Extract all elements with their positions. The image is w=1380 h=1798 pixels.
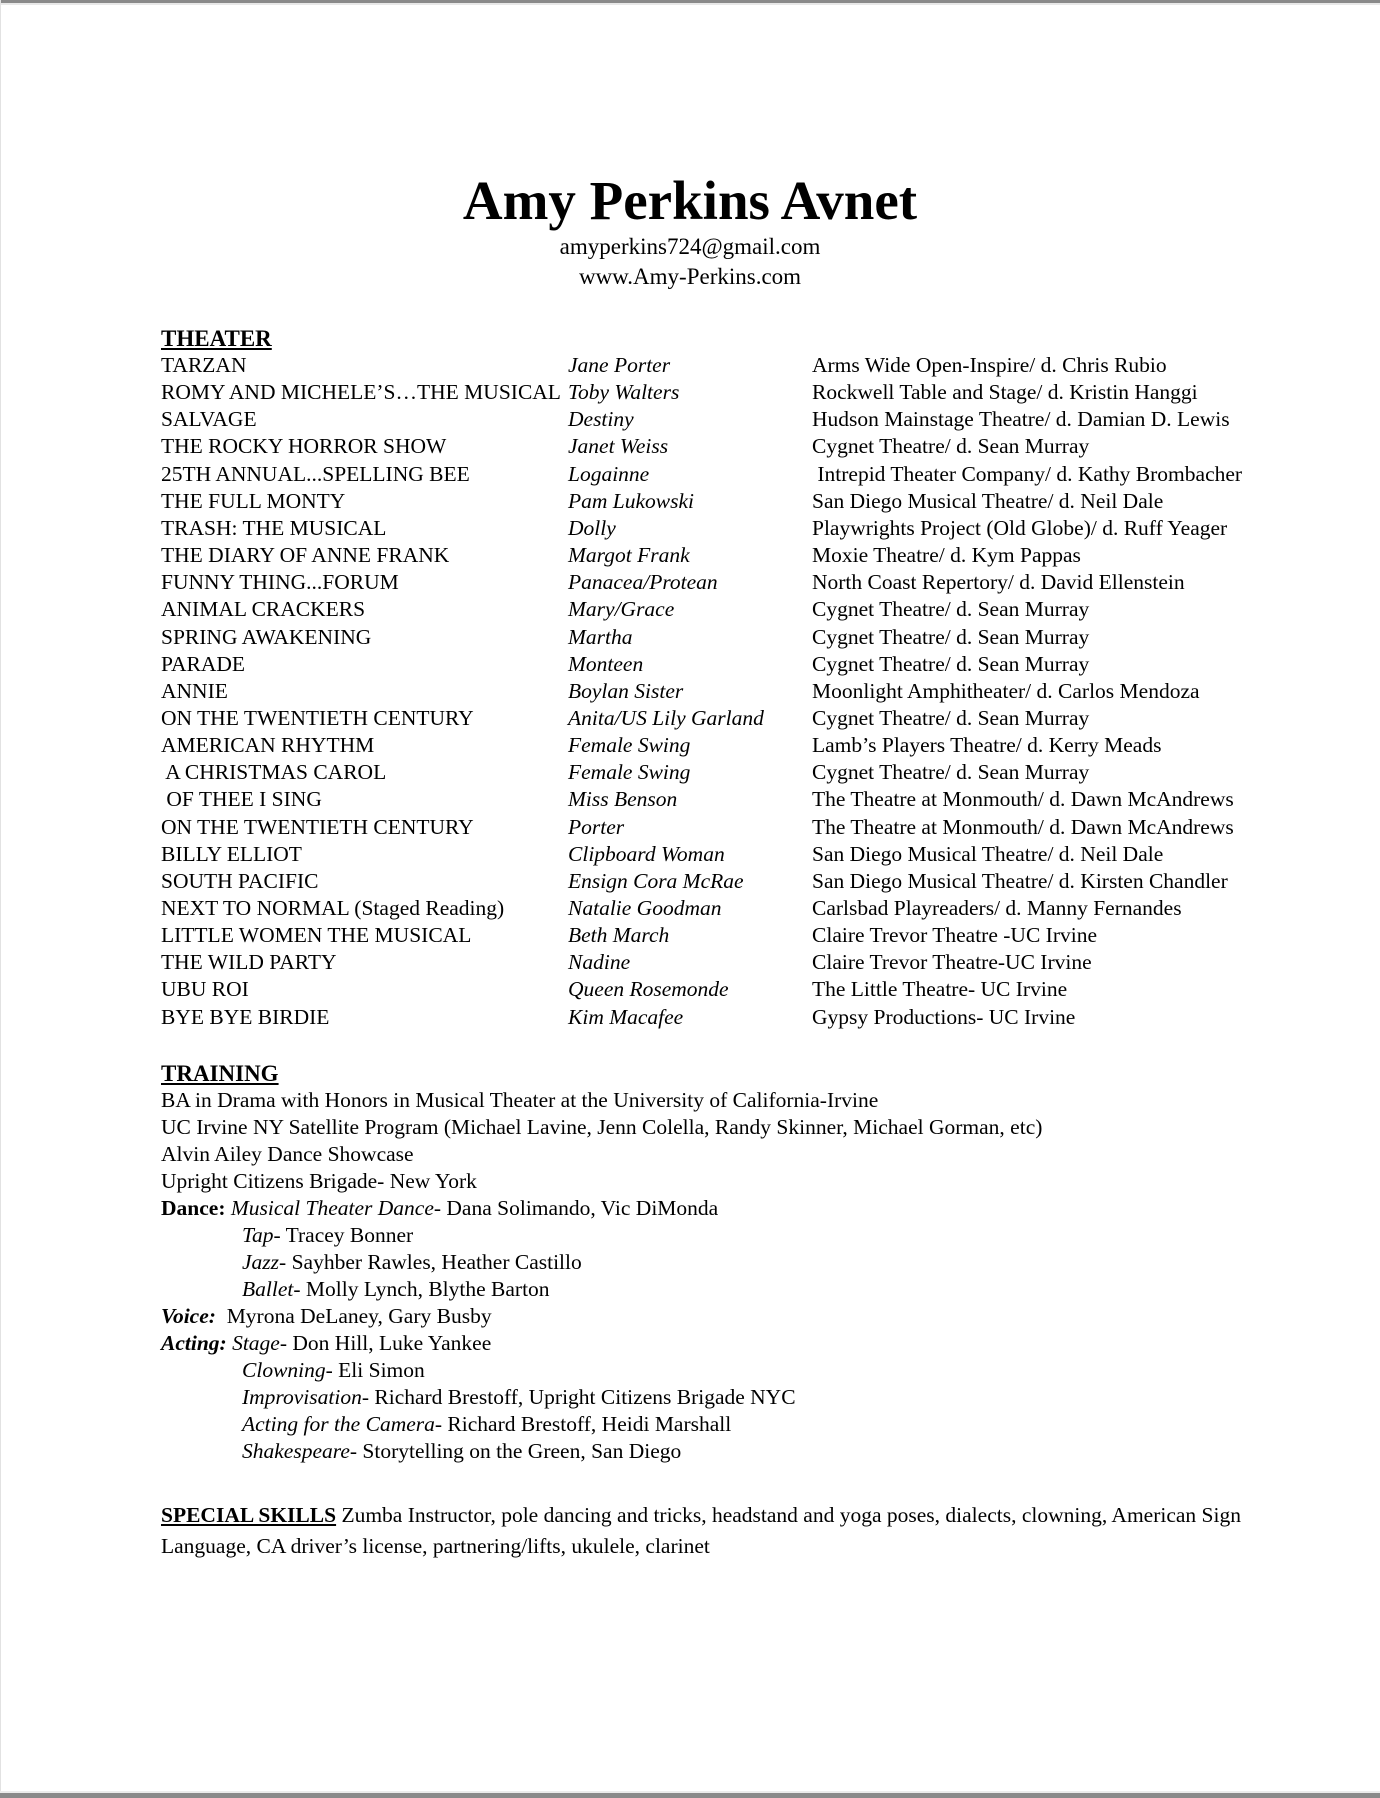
acting-teachers: - Richard Brestoff, Heidi Marshall xyxy=(434,1412,732,1436)
venue-director: San Diego Musical Theatre/ d. Kirsten Chandler xyxy=(812,868,1228,893)
role-name: Queen Rosemonde xyxy=(568,977,729,1002)
venue-director: Cygnet Theatre/ d. Sean Murray xyxy=(812,624,1090,649)
venue-director: Gypsy Productions- UC Irvine xyxy=(812,1004,1076,1029)
venue-director: The Theatre at Monmouth/ d. Dawn McAndrews xyxy=(812,814,1234,839)
theater-credit-row xyxy=(0,624,1380,651)
contact-email: amyperkins724@gmail.com xyxy=(559,234,821,259)
dance-teachers: - Sayhber Rawles, Heather Castillo xyxy=(279,1250,582,1274)
contact-website: www.Amy-Perkins.com xyxy=(578,264,802,289)
venue-director: Lamb’s Players Theatre/ d. Kerry Meads xyxy=(812,733,1162,758)
viewer-top-shadow xyxy=(0,3,1380,5)
role-name: Dolly xyxy=(568,515,616,540)
theater-credit-row xyxy=(0,705,1380,732)
theater-credit-row xyxy=(0,949,1380,976)
role-name: Margot Frank xyxy=(568,543,690,568)
show-title: BYE BYE BIRDIE xyxy=(161,1004,330,1029)
venue-director: Cygnet Theatre/ d. Sean Murray xyxy=(812,705,1090,730)
venue-director: San Diego Musical Theatre/ d. Neil Dale xyxy=(812,488,1164,513)
training-line: Upright Citizens Brigade- New York xyxy=(161,1169,477,1193)
dance-style: Tap xyxy=(242,1223,274,1247)
training-line: Alvin Ailey Dance Showcase xyxy=(161,1142,414,1166)
theater-credit-row xyxy=(0,379,1380,406)
show-title: FUNNY THING...FORUM xyxy=(161,570,399,595)
training-heading: TRAINING xyxy=(161,1061,279,1086)
role-name: Natalie Goodman xyxy=(568,896,722,920)
show-title: THE WILD PARTY xyxy=(161,950,337,975)
show-title: ON THE TWENTIETH CENTURY xyxy=(161,705,474,730)
acting-teachers: - Richard Brestoff, Upright Citizens Brigade NYC xyxy=(361,1385,796,1409)
show-title: THE DIARY OF ANNE FRANK xyxy=(161,543,450,568)
role-name: Janet Weiss xyxy=(568,434,669,459)
venue-director: Rockwell Table and Stage/ d. Kristin Hanggi xyxy=(812,380,1198,405)
role-name: Toby Walters xyxy=(568,380,680,405)
special-skills-text: Zumba Instructor, pole dancing and tricks, headstand and yoga poses, dialects, clowning, American Sign Language, CA driver’s license, partnering/lifts, ukulele, clarinet xyxy=(161,1503,1241,1558)
venue-director: Claire Trevor Theatre-UC Irvine xyxy=(812,950,1092,975)
viewer-bottom-border xyxy=(0,1793,1380,1798)
role-name: Logainne xyxy=(568,461,650,486)
show-title: NEXT TO NORMAL (Staged Reading) xyxy=(161,896,505,920)
theater-heading: THEATER xyxy=(161,326,272,351)
role-name: Female Swing xyxy=(568,760,691,785)
role-name: Porter xyxy=(568,814,625,839)
theater-credit-row xyxy=(0,352,1380,379)
venue-director: Claire Trevor Theatre -UC Irvine xyxy=(812,923,1098,948)
acting-training-item xyxy=(242,1384,796,1411)
dance-teachers: - Dana Solimando, Vic DiMonda xyxy=(433,1196,719,1220)
show-title: SPRING AWAKENING xyxy=(161,624,372,649)
acting-style: Acting for the Camera xyxy=(242,1412,435,1436)
dance-training-item xyxy=(242,1276,550,1303)
venue-director: Cygnet Theatre/ d. Sean Murray xyxy=(812,597,1090,622)
training-line: UC Irvine NY Satellite Program (Michael Lavine, Jenn Colella, Randy Skinner, Michael Gorman, etc) xyxy=(161,1115,1043,1139)
acting-training-item xyxy=(242,1438,681,1465)
theater-credit-row xyxy=(0,1004,1380,1031)
role-name: Miss Benson xyxy=(568,787,678,812)
dance-teachers: - Molly Lynch, Blythe Barton xyxy=(293,1277,550,1301)
show-title: ROMY AND MICHELE’S…THE MUSICAL xyxy=(161,380,561,405)
role-name: Kim Macafee xyxy=(568,1004,684,1029)
dance-teachers: - Tracey Bonner xyxy=(273,1223,414,1247)
show-title: ANNIE xyxy=(161,678,228,703)
acting-label: Acting: xyxy=(161,1331,227,1355)
venue-director: Moxie Theatre/ d. Kym Pappas xyxy=(812,543,1081,568)
special-skills xyxy=(161,1500,1261,1562)
show-title: UBU ROI xyxy=(161,977,249,1002)
voice-training xyxy=(161,1303,492,1330)
show-title: AMERICAN RHYTHM xyxy=(161,733,375,758)
acting-style: Clowning xyxy=(242,1358,326,1382)
resume-name: Amy Perkins Avnet xyxy=(462,170,918,231)
dance-label: Dance: xyxy=(161,1196,226,1220)
theater-credit-row xyxy=(0,515,1380,542)
dance-style: Musical Theater Dance xyxy=(230,1196,434,1220)
theater-credit-row xyxy=(0,786,1380,813)
show-title: 25TH ANNUAL...SPELLING BEE xyxy=(161,461,470,486)
acting-training-item xyxy=(242,1411,731,1438)
show-title: TRASH: THE MUSICAL xyxy=(161,515,387,540)
acting-teachers: - Storytelling on the Green, San Diego xyxy=(349,1439,682,1463)
role-name: Boylan Sister xyxy=(568,678,684,703)
theater-credit-row xyxy=(0,569,1380,596)
role-name: Clipboard Woman xyxy=(568,841,725,866)
theater-credit-row xyxy=(0,895,1380,922)
role-name: Martha xyxy=(568,624,633,649)
dance-training xyxy=(161,1195,718,1222)
theater-credit-row xyxy=(0,406,1380,433)
theater-credit-row xyxy=(0,841,1380,868)
venue-director: Carlsbad Playreaders/ d. Manny Fernandes xyxy=(812,896,1182,920)
show-title: SOUTH PACIFIC xyxy=(161,868,319,893)
venue-director: The Theatre at Monmouth/ d. Dawn McAndrews xyxy=(812,787,1234,812)
acting-style: Improvisation xyxy=(242,1385,362,1409)
theater-credit-row xyxy=(0,678,1380,705)
show-title: OF THEE I SING xyxy=(161,787,322,812)
venue-director: Cygnet Theatre/ d. Sean Murray xyxy=(812,760,1090,785)
acting-style: Shakespeare xyxy=(242,1439,350,1463)
special-skills-heading: SPECIAL SKILLS xyxy=(161,1503,337,1527)
role-name: Panacea/Protean xyxy=(568,570,718,595)
venue-director: Intrepid Theater Company/ d. Kathy Brombacher xyxy=(812,461,1243,486)
show-title: ON THE TWENTIETH CENTURY xyxy=(161,814,474,839)
venue-director: Moonlight Amphitheater/ d. Carlos Mendoza xyxy=(812,678,1200,703)
theater-credit-row xyxy=(0,814,1380,841)
voice-teachers: Myrona DeLaney, Gary Busby xyxy=(215,1304,492,1328)
theater-credit-row xyxy=(0,461,1380,488)
role-name: Beth March xyxy=(568,923,670,948)
theater-credit-row xyxy=(0,596,1380,623)
acting-teachers: - Eli Simon xyxy=(325,1358,425,1382)
theater-credit-row xyxy=(0,651,1380,678)
theater-credit-row xyxy=(0,759,1380,786)
theater-credit-row xyxy=(0,488,1380,515)
venue-director: Cygnet Theatre/ d. Sean Murray xyxy=(812,434,1090,459)
theater-credit-row xyxy=(0,732,1380,759)
role-name: Female Swing xyxy=(568,733,691,758)
venue-director: Playwrights Project (Old Globe)/ d. Ruff Yeager xyxy=(812,515,1228,540)
show-title: THE ROCKY HORROR SHOW xyxy=(161,434,447,459)
venue-director: North Coast Repertory/ d. David Ellenstein xyxy=(812,570,1185,595)
voice-label: Voice: xyxy=(161,1304,216,1328)
show-title: TARZAN xyxy=(161,353,247,377)
acting-teachers: - Don Hill, Luke Yankee xyxy=(279,1331,492,1355)
show-title: LITTLE WOMEN THE MUSICAL xyxy=(161,923,472,948)
role-name: Ensign Cora McRae xyxy=(568,868,744,893)
role-name: Nadine xyxy=(568,950,631,975)
venue-director: Cygnet Theatre/ d. Sean Murray xyxy=(812,651,1090,676)
show-title: PARADE xyxy=(161,651,246,676)
venue-director: The Little Theatre- UC Irvine xyxy=(812,977,1068,1002)
role-name: Monteen xyxy=(568,651,644,676)
show-title: A CHRISTMAS CAROL xyxy=(161,760,387,785)
acting-style: Stage xyxy=(232,1331,280,1355)
show-title: ANIMAL CRACKERS xyxy=(161,597,366,622)
theater-credit-row xyxy=(0,542,1380,569)
role-name: Jane Porter xyxy=(568,353,671,377)
dance-training-item xyxy=(242,1222,413,1249)
show-title: BILLY ELLIOT xyxy=(161,841,302,866)
role-name: Destiny xyxy=(568,407,634,432)
show-title: THE FULL MONTY xyxy=(161,488,346,513)
training-line: BA in Drama with Honors in Musical Theater at the University of California-Irvine xyxy=(161,1088,879,1112)
dance-style: Ballet xyxy=(242,1277,294,1301)
show-title: SALVAGE xyxy=(161,407,257,432)
role-name: Anita/US Lily Garland xyxy=(568,705,764,730)
role-name: Pam Lukowski xyxy=(568,488,695,513)
acting-training-item xyxy=(242,1357,425,1384)
dance-training-item xyxy=(242,1249,582,1276)
theater-credit-row xyxy=(0,868,1380,895)
theater-credit-row xyxy=(0,922,1380,949)
dance-style: Jazz xyxy=(242,1250,280,1274)
venue-director: San Diego Musical Theatre/ d. Neil Dale xyxy=(812,841,1164,866)
theater-credit-row xyxy=(0,433,1380,460)
venue-director: Arms Wide Open-Inspire/ d. Chris Rubio xyxy=(812,353,1167,377)
theater-credit-row xyxy=(0,976,1380,1003)
venue-director: Hudson Mainstage Theatre/ d. Damian D. Lewis xyxy=(812,407,1230,432)
role-name: Mary/Grace xyxy=(568,597,675,622)
acting-training xyxy=(161,1330,491,1357)
